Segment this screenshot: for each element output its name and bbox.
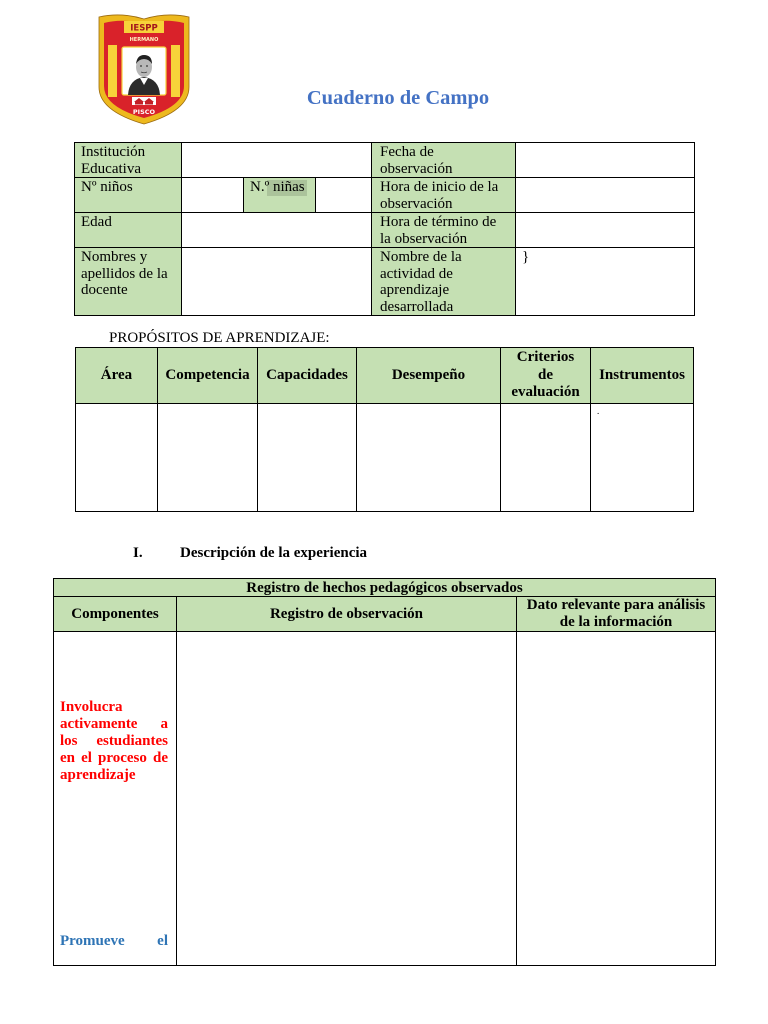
capacidades-value xyxy=(258,404,357,512)
ninos-label: Nº niños xyxy=(75,178,182,213)
logo-sub-text: HERMANO xyxy=(129,37,159,43)
info-row-docente xyxy=(75,248,695,316)
ninas-value xyxy=(316,178,372,213)
hora-termino-label: Hora de término de la observación xyxy=(372,213,516,248)
purposes-table xyxy=(75,347,694,512)
column-header-desempeno: Desempeño xyxy=(357,348,501,404)
docente-label: Nombres y apellidos de la docente xyxy=(75,248,182,316)
observation-caption: Registro de hechos pedagógicos observados xyxy=(54,579,716,597)
section-title: Descripción de la experiencia xyxy=(180,545,368,561)
actividad-value: } xyxy=(516,248,695,316)
purposes-body-row xyxy=(76,404,694,512)
hora-inicio-value xyxy=(516,178,695,213)
component-item: Promueve el xyxy=(60,932,168,949)
registro-observacion-cell xyxy=(177,632,517,966)
info-row-edad xyxy=(75,213,695,248)
logo-top-text: IESPP xyxy=(130,23,158,34)
institution-logo xyxy=(95,11,193,125)
info-row-ninos xyxy=(75,178,695,213)
column-header-criterios: Criterios de evaluación xyxy=(501,348,591,404)
hora-inicio-label: Hora de inicio de la observación xyxy=(372,178,516,213)
criterios-value xyxy=(501,404,591,512)
logo-building-icon xyxy=(132,97,156,105)
ninos-value xyxy=(182,178,244,213)
instrumentos-value: . xyxy=(597,406,600,416)
section-number: I. xyxy=(133,545,143,561)
ninas-label-cell xyxy=(244,178,316,213)
observation-body-row xyxy=(54,632,716,966)
actividad-label: Nombre de la actividad de aprendizaje desarrollada xyxy=(372,248,516,316)
institucion-label: Institución Educativa xyxy=(75,143,182,178)
fecha-value xyxy=(516,143,695,178)
logo-right-band xyxy=(171,45,180,97)
institucion-value xyxy=(182,143,372,178)
observation-table xyxy=(53,578,716,966)
dato-relevante-cell xyxy=(517,632,716,966)
component-item: Involucra activamente a los estudiantes en el proceso de aprendizaje xyxy=(60,698,168,783)
observation-caption-row xyxy=(54,579,716,597)
purposes-heading: PROPÓSITOS DE APRENDIZAJE: xyxy=(109,330,330,346)
column-header-componentes: Componentes xyxy=(54,597,177,632)
desempeno-value xyxy=(357,404,501,512)
ninas-label: N.º niñas xyxy=(250,179,305,195)
logo-bottom-text: PISCO xyxy=(132,108,156,116)
edad-value xyxy=(182,213,372,248)
column-header-competencia: Competencia xyxy=(158,348,258,404)
componentes-cell xyxy=(54,632,177,966)
competencia-value xyxy=(158,404,258,512)
instrumentos-value-cell xyxy=(591,404,694,512)
logo-left-band xyxy=(108,45,117,97)
observation-header-row xyxy=(54,597,716,632)
column-header-area: Área xyxy=(76,348,158,404)
general-info-table xyxy=(74,142,695,316)
info-row-institucion xyxy=(75,143,695,178)
document-title: Cuaderno de Campo xyxy=(306,87,490,109)
column-header-instrumentos: Instrumentos xyxy=(591,348,694,404)
componentes-list xyxy=(54,649,176,949)
purposes-header-row xyxy=(76,348,694,404)
edad-label: Edad xyxy=(75,213,182,248)
hora-termino-value xyxy=(516,213,695,248)
fecha-label: Fecha de observación xyxy=(372,143,516,178)
column-header-registro: Registro de observación xyxy=(177,597,517,632)
column-header-capacidades: Capacidades xyxy=(258,348,357,404)
column-header-dato-relevante: Dato relevante para análisis de la información xyxy=(517,597,716,632)
docente-value xyxy=(182,248,372,316)
area-value xyxy=(76,404,158,512)
